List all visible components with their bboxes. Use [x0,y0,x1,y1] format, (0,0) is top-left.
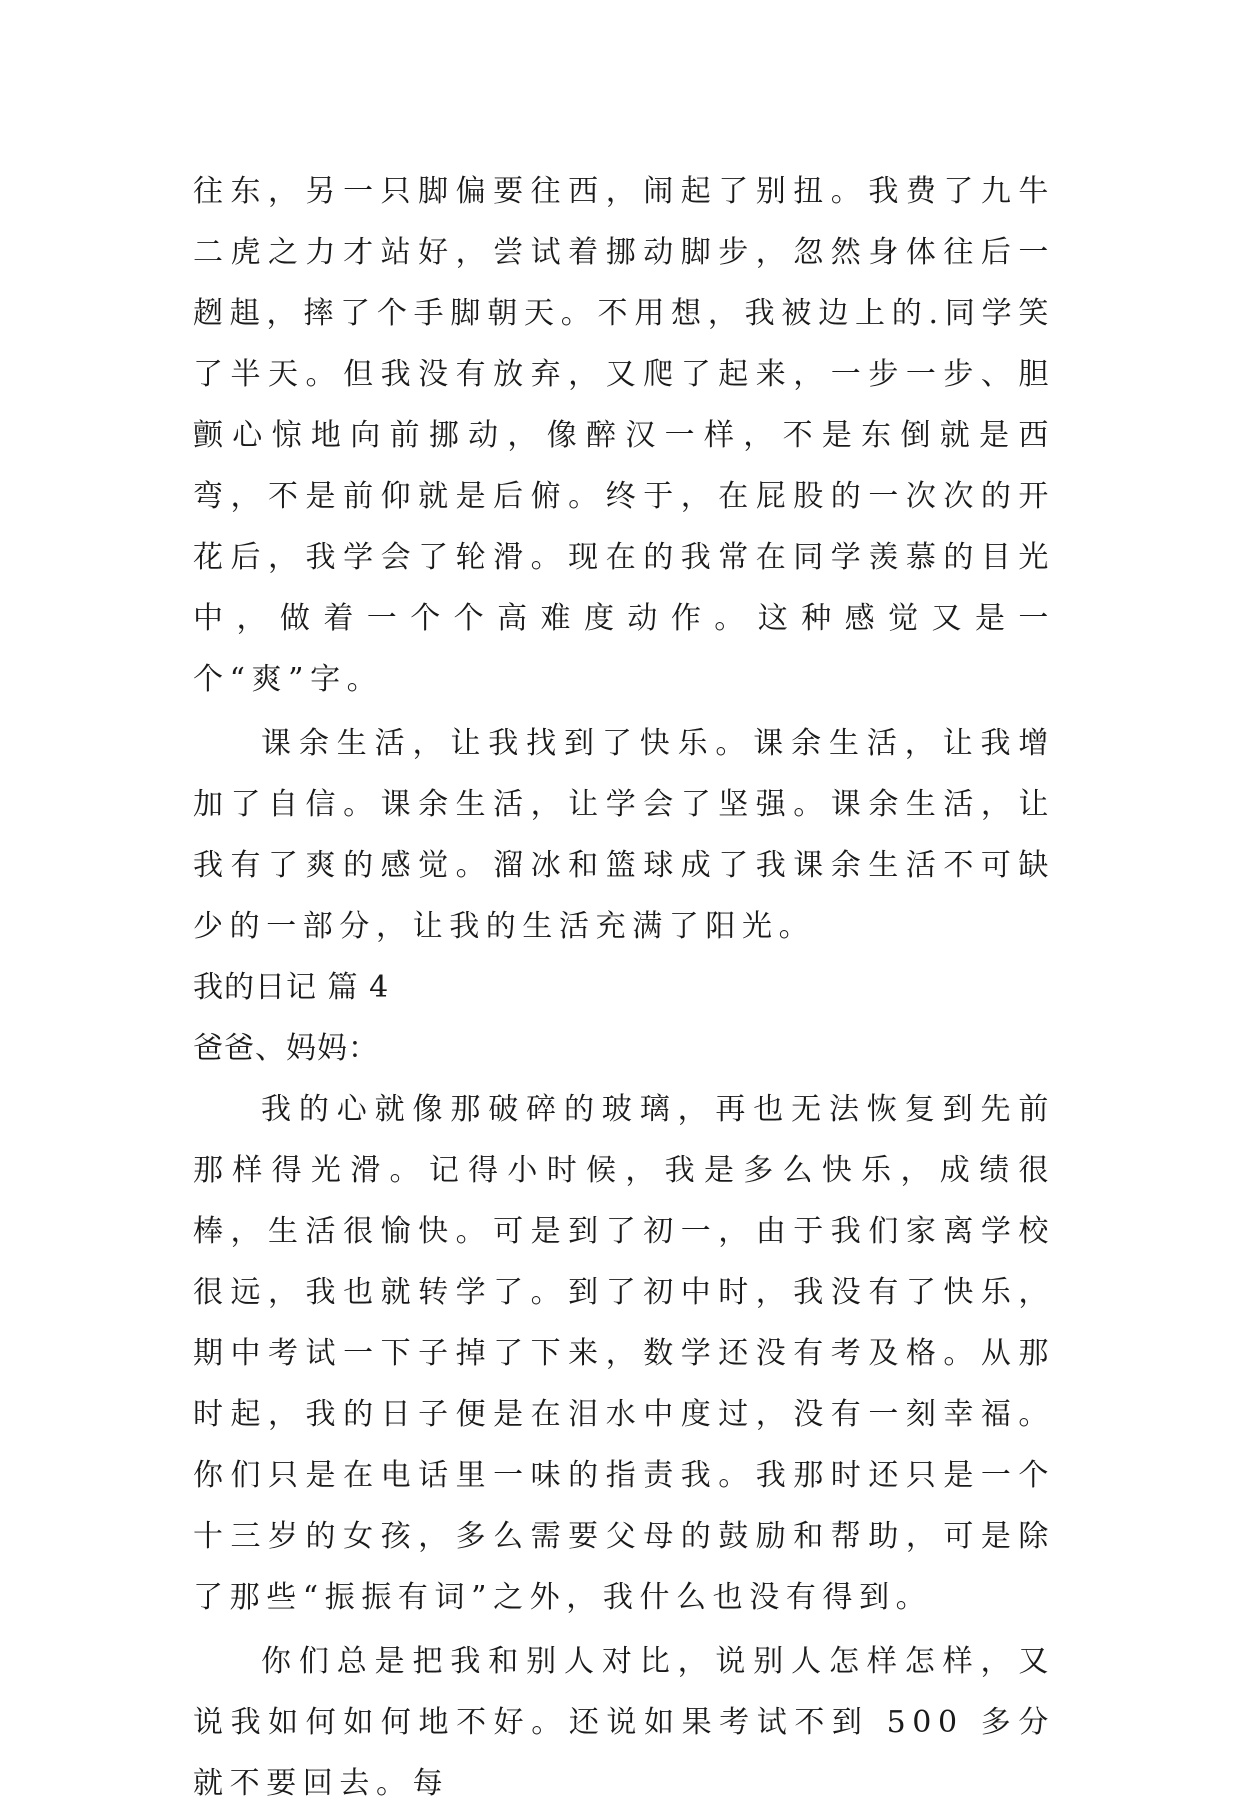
paragraph-skating: 往东，另一只脚偏要往西，闹起了别扭。我费了九牛二虎之力才站好，尝试着挪动脚步，忽然身体往后一趔趄，摔了个手脚朝天。不用想，我被边上的.同学笑了半天。但我没有放弃，又爬了起来，一步一步、胆颤心惊地向前挪动，像醉汉一样，不是东倒就是西弯，不是前仰就是后俯。终于，在屁股的一次次的开花后，我学会了轮滑。现在的我常在同学羡慕的目光中，做着一个个高难度动作。这种感觉又是一个“爽”字。 [193,174,1055,697]
section-title: 我的日记 篇 4 [193,970,390,1005]
paragraph-compare: 你们总是把我和别人对比，说别人怎样怎样，又说我如何如何地不好。还说如果考试不到 500 多分就不要回去。每 [193,1644,1055,1801]
paragraph-heart: 我的心就像那破碎的玻璃，再也无法恢复到先前那样得光滑。记得小时候，我是多么快乐，成绩很棒，生活很愉快。可是到了初一，由于我们家离学校很远，我也就转学了。到了初中时，我没有了快乐，期中考试一下子掉了下来，数学还没有考及格。从那时起，我的日子便是在泪水中度过，没有一刻幸福。你们只是在电话里一味的指责我。我那时还只是一个十三岁的女孩，多么需要父母的鼓励和帮助，可是除了那些“振振有词”之外，我什么也没有得到。 [193,1092,1055,1615]
salutation: 爸爸、妈妈： [193,1031,379,1066]
paragraph-conclusion: 课余生活，让我找到了快乐。课余生活，让我增加了自信。课余生活，让学会了坚强。课余生活，让我有了爽的感觉。溜冰和篮球成了我课余生活不可缺少的一部分，让我的生活充满了阳光。 [193,726,1055,944]
document-body [193,161,1055,1814]
